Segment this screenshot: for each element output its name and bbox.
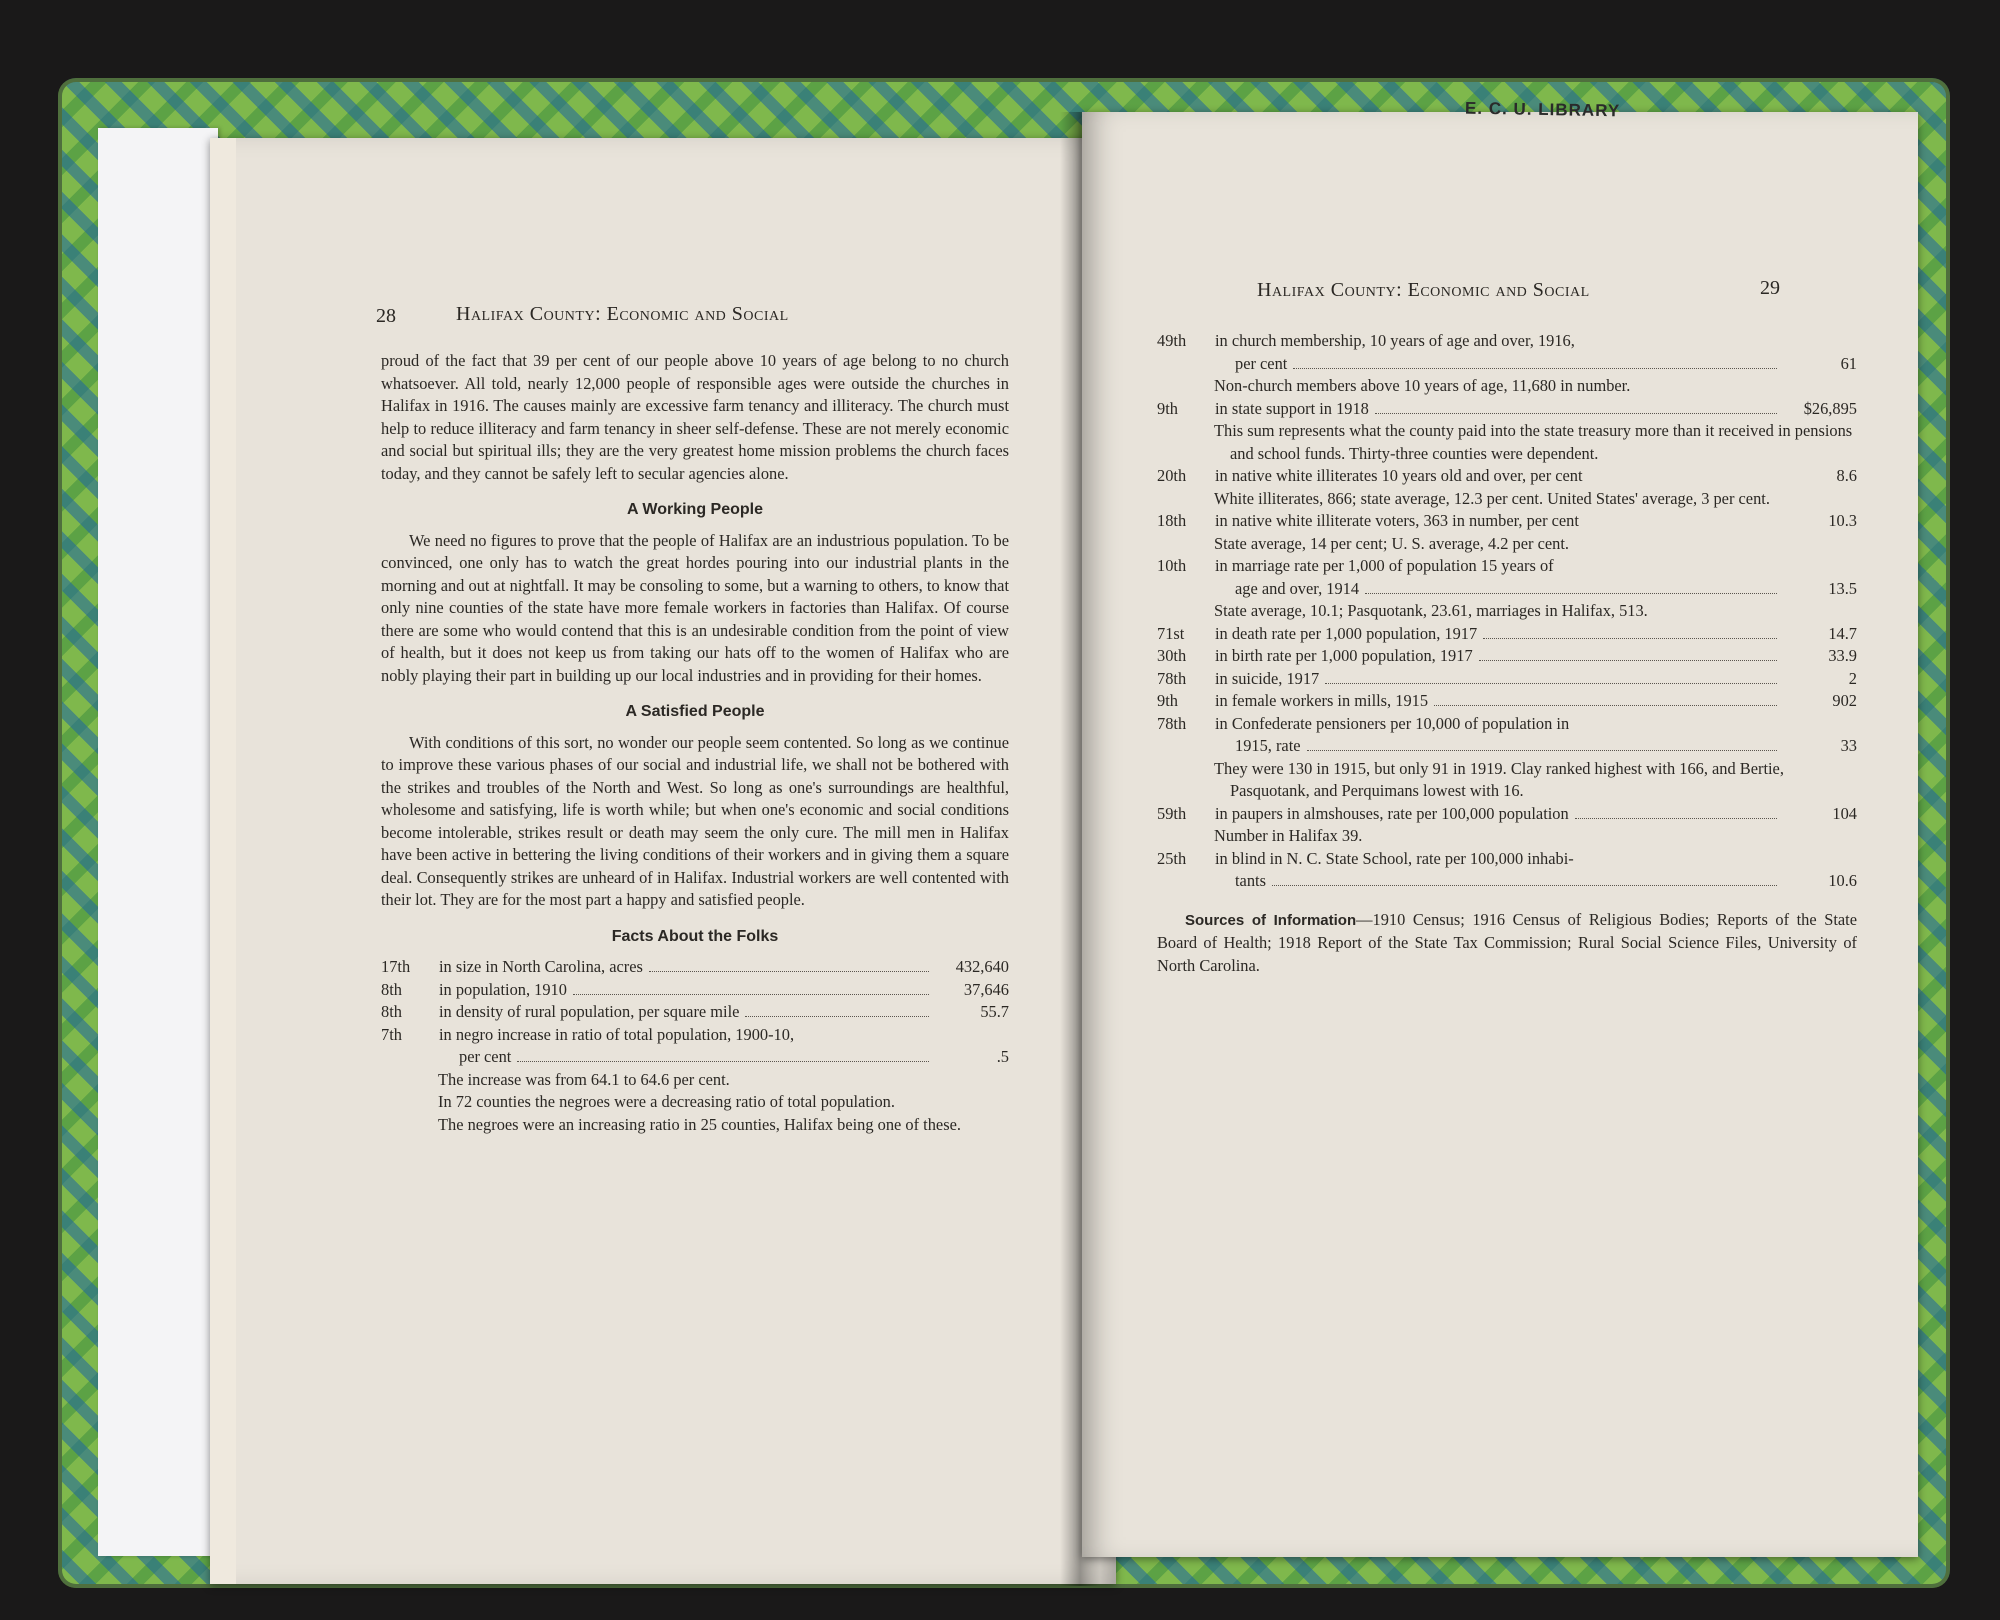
fact-value: 13.5 bbox=[1828, 578, 1857, 598]
fact-value: 33 bbox=[1840, 736, 1857, 755]
fact-row-continued bbox=[1157, 870, 1857, 893]
satisfied-paragraph: With conditions of this sort, no wonder our people seem contented. So long as we continue to improve these various phases of our social and industrial life, we shall not be bothered with the strikes and troubles of the North and West. So long as one's surroundings are healthful, wholesome and satisfying, life is worth while; but when one's economic and social conditions become intolerable, strikes result or death may seem the only cure. The mill men in Halifax have been active in bettering the living conditions of their workers and in giving them a square deal. Consequently strikes are unheard of in Halifax. Industrial workers are well contented with their lot. They are for the most part a happy and satisfied people. bbox=[381, 732, 1009, 909]
fact-row-continued bbox=[1157, 353, 1857, 376]
fact-label: in female workers in mills, 1915 bbox=[1215, 691, 1429, 710]
working-heading: A Working People bbox=[626, 501, 763, 518]
fact-rank: 78th bbox=[1157, 668, 1187, 688]
left-facts-list bbox=[381, 956, 1009, 1136]
fact-row bbox=[1157, 848, 1857, 871]
fact-label: in native white illiterates 10 years old and over, per cent bbox=[1215, 466, 1583, 485]
fact-note: White illiterates, 866; state average, 12.3 per cent. United States' average, 3 per cent. bbox=[1214, 488, 1770, 508]
fact-note: The negroes were an increasing ratio in 25 counties, Halifax being one of these. bbox=[438, 1114, 961, 1134]
fact-value: 902 bbox=[1832, 691, 1857, 710]
fact-row bbox=[381, 1001, 1009, 1024]
fact-label-cont: tants bbox=[1235, 871, 1266, 890]
fact-value: 55.7 bbox=[980, 1002, 1009, 1021]
fact-label: in density of rural population, per square mile bbox=[439, 1002, 740, 1021]
fact-row bbox=[1157, 803, 1857, 826]
sources-label: Sources of Information bbox=[1185, 911, 1357, 929]
fact-row bbox=[381, 1024, 1009, 1047]
facts-heading: Facts About the Folks bbox=[611, 927, 779, 945]
fact-value: 104 bbox=[1832, 803, 1857, 823]
fact-value: 14.7 bbox=[1828, 623, 1857, 643]
left-page bbox=[210, 138, 1116, 1584]
fact-row bbox=[1157, 398, 1857, 421]
fact-row-continued bbox=[381, 1046, 1009, 1069]
fact-row bbox=[1157, 623, 1857, 646]
fact-row bbox=[1157, 510, 1857, 533]
fact-row bbox=[1157, 465, 1857, 488]
fact-row-continued bbox=[1157, 735, 1857, 758]
fact-label: in blind in N. C. State School, rate per 100,000 inhabi- bbox=[1215, 848, 1574, 868]
fact-value: 61 bbox=[1840, 353, 1857, 373]
flyleaf bbox=[98, 128, 218, 1556]
fact-label: in death rate per 1,000 population, 1917 bbox=[1215, 623, 1478, 643]
fact-rank: 10th bbox=[1157, 556, 1187, 575]
fact-row bbox=[381, 979, 1009, 1002]
fact-note: Number in Halifax 39. bbox=[1214, 826, 1363, 845]
fact-rank: 59th bbox=[1157, 803, 1187, 823]
fact-value: 8.6 bbox=[1836, 466, 1857, 485]
fact-note: Non-church members above 10 years of age, 11,680 in number. bbox=[1214, 376, 1631, 395]
fact-rank: 8th bbox=[381, 1002, 402, 1021]
fact-label-cont: age and over, 1914 bbox=[1235, 578, 1360, 598]
fact-row bbox=[1157, 690, 1857, 713]
fact-note: State average, 10.1; Pasquotank, 23.61, marriages in Halifax, 513. bbox=[1214, 601, 1648, 620]
fact-rank: 71st bbox=[1157, 623, 1185, 643]
right-page bbox=[1082, 112, 1918, 1557]
fact-value: 10.3 bbox=[1828, 511, 1857, 530]
sources-paragraph bbox=[1157, 909, 1857, 978]
fact-label: in birth rate per 1,000 population, 1917 bbox=[1215, 646, 1473, 665]
fact-value: 37,646 bbox=[963, 979, 1009, 999]
fact-row bbox=[1157, 668, 1857, 691]
intro-paragraph: proud of the fact that 39 per cent of our people above 10 years of age belong to no church whatsoever. All told, nearly 12,000 people of responsible ages were outside the churches in Halifax in 1916. The causes mainly are excessive farm tenancy and illiteracy. The church must help to reduce illiteracy and farm tenancy in sheer self-defense. These are not merely economic and social but spiritual ills; they are the very greatest home mission problems the church faces today, and they cannot be safely left to secular agencies alone. bbox=[381, 351, 1009, 483]
fact-rank: 9th bbox=[1157, 691, 1178, 710]
library-stamp: E. C. U. LIBRARY bbox=[1464, 98, 1621, 121]
fact-value: $26,895 bbox=[1803, 398, 1857, 418]
fact-rank: 8th bbox=[381, 979, 402, 999]
fact-note: The increase was from 64.1 to 64.6 per cent. bbox=[438, 1069, 730, 1089]
fact-label-cont: 1915, rate bbox=[1235, 736, 1301, 755]
fact-value: 10.6 bbox=[1828, 871, 1857, 890]
fact-rank: 9th bbox=[1157, 398, 1178, 418]
fact-rank: 49th bbox=[1157, 331, 1187, 350]
working-paragraph: We need no figures to prove that the people of Halifax are an industrious population. To be convinced, one only has to watch the great hordes pouring into our industrial plants in the morning and out at nightfall. It may be consoling to some, but a warning to others, to know that only nine counties of the state have more female workers in factories than Halifax. Of course there are some who would contend that this is an undesirable condition from the point of view of health, but it does not keep us from taking our hats off to the women of Halifax who are nobly playing their part in building up our local industries and in providing for their homes. bbox=[381, 530, 1009, 685]
fact-rank: 18th bbox=[1157, 511, 1187, 530]
sources-text: —1910 Census; 1916 Census of Religious Bodies; Reports of the State Board of Health; 1918 Report of the State Tax Commission; Rural Social Science Files, University of North Carolina. bbox=[1157, 909, 1857, 975]
fact-row bbox=[381, 956, 1009, 979]
fact-row bbox=[1157, 645, 1857, 668]
fact-label: in suicide, 1917 bbox=[1215, 668, 1320, 688]
fact-row-continued bbox=[1157, 578, 1857, 601]
fact-row bbox=[1157, 555, 1857, 578]
fact-value: .5 bbox=[996, 1047, 1009, 1066]
left-text-block bbox=[381, 350, 1009, 1136]
fact-note: This sum represents what the county paid into the state treasury more than it received in pensions and school funds. Thirty-three counties were dependent. bbox=[1214, 421, 1853, 463]
fact-label: in paupers in almshouses, rate per 100,000 population bbox=[1215, 803, 1569, 823]
page-number-right: 29 bbox=[1760, 277, 1780, 299]
satisfied-heading: A Satisfied People bbox=[625, 703, 765, 720]
fact-note: They were 130 in 1915, but only 91 in 1919. Clay ranked highest with 166, and Bertie, Pasquotank, and Perquimans lowest with 16. bbox=[1214, 758, 1784, 800]
fact-value: 2 bbox=[1848, 668, 1857, 688]
page-number-left: 28 bbox=[376, 305, 396, 327]
fact-label-cont: per cent bbox=[459, 1047, 512, 1066]
fact-rank: 30th bbox=[1157, 646, 1187, 665]
fact-label: in state support in 1918 bbox=[1215, 398, 1369, 418]
fact-rank: 7th bbox=[381, 1024, 402, 1044]
fact-note: State average, 14 per cent; U. S. average, 4.2 per cent. bbox=[1214, 533, 1569, 553]
fact-rank: 20th bbox=[1157, 466, 1187, 485]
fact-rank: 78th bbox=[1157, 713, 1187, 733]
fact-label: in Confederate pensioners per 10,000 of population in bbox=[1215, 713, 1570, 733]
fact-label: in population, 1910 bbox=[439, 979, 567, 999]
fact-label: in size in North Carolina, acres bbox=[439, 957, 643, 976]
fact-row bbox=[1157, 713, 1857, 736]
fact-label: in church membership, 10 years of age and over, 1916, bbox=[1215, 331, 1575, 350]
fact-label: in marriage rate per 1,000 of population 15 years of bbox=[1215, 556, 1554, 575]
fact-row bbox=[1157, 330, 1857, 353]
fact-value: 432,640 bbox=[955, 957, 1009, 976]
fact-label: in negro increase in ratio of total population, 1900-10, bbox=[439, 1024, 795, 1044]
right-facts-list bbox=[1157, 330, 1857, 893]
fact-rank: 17th bbox=[381, 957, 411, 976]
fact-note: In 72 counties the negroes were a decreasing ratio of total population. bbox=[438, 1092, 895, 1111]
fact-value: 33.9 bbox=[1828, 646, 1857, 665]
fact-label-cont: per cent bbox=[1235, 353, 1288, 373]
running-head-right: Halifax County: Economic and Social bbox=[1257, 279, 1590, 301]
running-head-left: Halifax County: Economic and Social bbox=[456, 303, 789, 325]
fact-rank: 25th bbox=[1157, 848, 1187, 868]
right-text-block bbox=[1157, 330, 1857, 977]
fact-label: in native white illiterate voters, 363 in number, per cent bbox=[1215, 511, 1579, 530]
